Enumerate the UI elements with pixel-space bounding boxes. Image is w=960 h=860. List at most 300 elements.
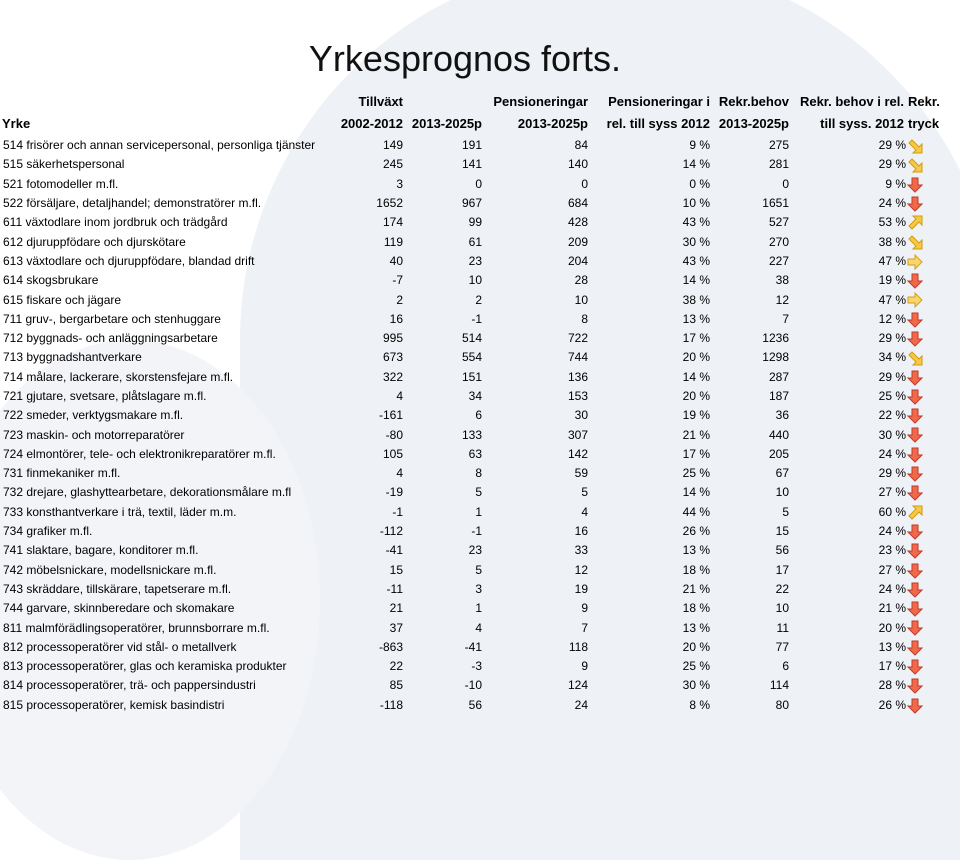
recruitment-need-cell: 527 xyxy=(768,215,789,230)
retirements-rel-cell: 43 % xyxy=(682,253,710,268)
growth-2002-2012-cell: 4 xyxy=(396,389,403,403)
recruitment-need-cell: 22 xyxy=(775,581,789,596)
retirements-rel-cell: 13 % xyxy=(682,543,710,558)
pressure-indicator-cell xyxy=(906,445,960,464)
recruitment-need-cell: 281 xyxy=(768,157,789,172)
occupation-cell: 722 smeder, verktygsmakare m.fl. xyxy=(3,408,184,423)
header-tryck-1: Rekr. xyxy=(908,94,940,109)
recruitment-need-cell: 36 xyxy=(775,408,789,423)
table-row xyxy=(0,252,960,271)
pressure-indicator-cell xyxy=(906,580,960,599)
retirements-rel-cell: 21 % xyxy=(682,427,710,442)
growth-2013-2025-cell: 141 xyxy=(461,157,482,172)
occupation-cell: 815 processoperatörer, kemisk basindistri xyxy=(3,697,225,712)
recruitment-need-rel-cell: 29 % xyxy=(878,331,906,346)
header-pension-abs-1: Pensioneringar xyxy=(493,94,588,109)
growth-2013-2025-cell: 191 xyxy=(461,138,482,153)
retirements-rel-cell: 20 % xyxy=(682,350,710,365)
arrow-down-right-icon xyxy=(907,157,923,171)
occupation-cell: 742 möbelsnickare, modellsnickare m.fl. xyxy=(3,562,217,577)
recruitment-need-rel-cell: 9 % xyxy=(885,176,906,191)
arrow-down-icon xyxy=(907,408,923,422)
recruitment-need-cell: 7 xyxy=(782,311,789,326)
growth-2013-2025-cell: 6 xyxy=(475,408,482,423)
growth-2002-2012-cell: 15 xyxy=(389,562,403,577)
header-row-top xyxy=(0,92,960,114)
header-rekr-rel-2: till syss. 2012 xyxy=(820,116,904,131)
growth-2013-2025-cell: 61 xyxy=(468,234,482,249)
occupation-cell: 734 grafiker m.fl. xyxy=(3,524,93,539)
retirements-cell: 153 xyxy=(567,389,588,403)
retirements-cell: 142 xyxy=(567,446,588,461)
growth-2002-2012-cell: 149 xyxy=(382,138,403,153)
retirements-rel-cell: 13 % xyxy=(682,620,710,635)
retirements-cell: 9 xyxy=(581,659,588,674)
table-row xyxy=(0,368,960,387)
retirements-cell: 12 xyxy=(574,562,588,577)
growth-2013-2025-cell: -1 xyxy=(471,524,482,539)
growth-2002-2012-cell: -11 xyxy=(386,581,403,596)
occupation-cell: 614 skogsbrukare xyxy=(3,273,99,288)
recruitment-need-cell: 1298 xyxy=(762,350,789,365)
arrow-down-icon xyxy=(907,177,923,191)
recruitment-need-rel-cell: 25 % xyxy=(878,389,906,403)
table-row xyxy=(0,271,960,290)
recruitment-need-cell: 5 xyxy=(782,504,789,519)
header-pension-rel-1: Pensioneringar i xyxy=(608,94,710,109)
pressure-indicator-cell xyxy=(906,599,960,618)
growth-2002-2012-cell: -863 xyxy=(378,639,403,654)
recruitment-need-rel-cell: 29 % xyxy=(878,466,906,481)
retirements-cell: 19 xyxy=(574,581,588,596)
recruitment-need-rel-cell: 28 % xyxy=(878,678,906,693)
retirements-rel-cell: 14 % xyxy=(682,485,710,500)
retirements-rel-cell: 8 % xyxy=(689,697,710,712)
growth-2013-2025-cell: 8 xyxy=(475,466,482,481)
occupation-cell: 522 försäljare, detaljhandel; demonstratörer m.fl. xyxy=(3,196,262,211)
recruitment-need-rel-cell: 13 % xyxy=(878,639,906,654)
occupation-cell: 613 växtodlare och djuruppfödare, blandad drift xyxy=(3,253,255,268)
recruitment-need-rel-cell: 53 % xyxy=(878,215,906,230)
retirements-cell: 118 xyxy=(568,639,588,654)
arrow-up-right-icon xyxy=(907,505,923,519)
table-row xyxy=(0,348,960,367)
retirements-cell: 8 xyxy=(581,311,588,326)
recruitment-need-cell: 67 xyxy=(775,466,789,481)
recruitment-need-rel-cell: 12 % xyxy=(878,311,906,326)
occupation-cell: 724 elmontörer, tele- och elektronikreparatörer m.fl. xyxy=(3,446,276,461)
pressure-indicator-cell xyxy=(906,696,960,715)
header-yrke: Yrke xyxy=(2,116,31,131)
retirements-rel-cell: 14 % xyxy=(682,157,710,172)
recruitment-need-cell: 287 xyxy=(768,369,789,384)
recruitment-need-cell: 275 xyxy=(768,138,789,153)
forecast-table xyxy=(0,92,960,715)
recruitment-need-rel-cell: 23 % xyxy=(878,543,906,558)
pressure-indicator-cell xyxy=(906,387,960,406)
recruitment-need-cell: 10 xyxy=(775,485,789,500)
recruitment-need-rel-cell: 47 % xyxy=(878,292,906,307)
pressure-indicator-cell xyxy=(906,175,960,194)
table-row xyxy=(0,194,960,213)
recruitment-need-cell: 205 xyxy=(768,446,789,461)
arrow-down-icon xyxy=(907,273,923,287)
table-row xyxy=(0,445,960,464)
occupation-cell: 733 konsthantverkare i trä, textil, läder m.m. xyxy=(3,504,237,519)
table-row xyxy=(0,329,960,348)
recruitment-need-rel-cell: 27 % xyxy=(878,562,906,577)
table-row xyxy=(0,618,960,637)
retirements-rel-cell: 44 % xyxy=(682,504,710,519)
growth-2002-2012-cell: 105 xyxy=(382,446,403,461)
growth-2013-2025-cell: 133 xyxy=(461,427,482,442)
header-row-bottom xyxy=(0,114,960,136)
retirements-cell: 204 xyxy=(567,253,588,268)
retirements-cell: 684 xyxy=(567,196,588,211)
header-rekr-1: Rekr.behov xyxy=(718,94,789,109)
retirements-cell: 33 xyxy=(574,543,588,558)
growth-2013-2025-cell: 99 xyxy=(468,215,482,230)
recruitment-need-cell: 10 xyxy=(775,601,789,616)
pressure-indicator-cell xyxy=(906,541,960,560)
pressure-indicator-cell xyxy=(906,136,960,155)
pressure-indicator-cell xyxy=(906,368,960,387)
table-row xyxy=(0,406,960,425)
arrow-down-icon xyxy=(907,543,923,557)
growth-2013-2025-cell: 1 xyxy=(475,504,482,519)
arrow-down-icon xyxy=(907,659,923,673)
growth-2002-2012-cell: -161 xyxy=(378,408,403,423)
pressure-indicator-cell xyxy=(906,676,960,695)
recruitment-need-cell: 38 xyxy=(775,273,789,288)
arrow-down-icon xyxy=(907,331,923,345)
table-row xyxy=(0,175,960,194)
occupation-cell: 515 säkerhetspersonal xyxy=(3,157,125,172)
retirements-rel-cell: 17 % xyxy=(682,446,710,461)
retirements-rel-cell: 20 % xyxy=(682,389,710,403)
arrow-down-icon xyxy=(907,485,923,499)
retirements-rel-cell: 20 % xyxy=(682,639,710,654)
retirements-cell: 140 xyxy=(567,157,588,172)
recruitment-need-rel-cell: 21 % xyxy=(878,601,906,616)
pressure-indicator-cell xyxy=(906,232,960,251)
retirements-cell: 24 xyxy=(574,697,588,712)
occupation-cell: 744 garvare, skinnberedare och skomakare xyxy=(3,601,235,616)
table-row xyxy=(0,213,960,232)
growth-2002-2012-cell: 119 xyxy=(383,234,403,249)
arrow-down-right-icon xyxy=(907,235,923,249)
recruitment-need-rel-cell: 29 % xyxy=(878,157,906,172)
occupation-cell: 713 byggnadshantverkare xyxy=(3,350,142,365)
arrow-up-right-icon xyxy=(907,215,923,229)
table-row xyxy=(0,425,960,444)
retirements-rel-cell: 18 % xyxy=(682,562,710,577)
retirements-rel-cell: 43 % xyxy=(682,215,710,230)
retirements-cell: 124 xyxy=(567,678,588,693)
retirements-cell: 307 xyxy=(567,427,588,442)
growth-2002-2012-cell: 85 xyxy=(389,678,403,693)
recruitment-need-cell: 11 xyxy=(776,620,789,635)
pressure-indicator-cell xyxy=(906,290,960,309)
arrow-down-icon xyxy=(907,678,923,692)
growth-2002-2012-cell: 22 xyxy=(389,659,403,674)
pressure-indicator-cell xyxy=(906,155,960,174)
growth-2013-2025-cell: -41 xyxy=(464,639,482,654)
recruitment-need-rel-cell: 47 % xyxy=(878,253,906,268)
recruitment-need-cell: 440 xyxy=(768,427,789,442)
pressure-indicator-cell xyxy=(906,194,960,213)
growth-2013-2025-cell: 967 xyxy=(461,196,482,211)
growth-2002-2012-cell: 1652 xyxy=(376,196,403,211)
recruitment-need-cell: 1236 xyxy=(762,331,789,346)
recruitment-need-cell: 56 xyxy=(775,543,789,558)
pressure-indicator-cell xyxy=(906,618,960,637)
occupation-cell: 521 fotomodeller m.fl. xyxy=(3,176,119,191)
table-row xyxy=(0,136,960,155)
arrow-down-icon xyxy=(907,389,923,403)
pressure-indicator-cell xyxy=(906,425,960,444)
pressure-indicator-cell xyxy=(906,310,960,329)
occupation-cell: 813 processoperatörer, glas och keramiska produkter xyxy=(3,659,287,674)
occupation-cell: 712 byggnads- och anläggningsarbetare xyxy=(3,331,218,346)
occupation-cell: 732 drejare, glashyttearbetare, dekorationsmålare m.fl xyxy=(3,485,292,500)
occupation-cell: 812 processoperatörer vid stål- o metallverk xyxy=(3,639,237,654)
recruitment-need-rel-cell: 27 % xyxy=(878,485,906,500)
retirements-cell: 16 xyxy=(574,524,588,539)
growth-2013-2025-cell: 23 xyxy=(468,253,482,268)
growth-2013-2025-cell: -3 xyxy=(471,659,482,674)
arrow-right-icon xyxy=(907,254,923,268)
retirements-cell: 136 xyxy=(567,369,588,384)
retirements-rel-cell: 25 % xyxy=(682,659,710,674)
table-row xyxy=(0,290,960,309)
table-row xyxy=(0,599,960,618)
retirements-cell: 0 xyxy=(581,176,588,191)
table-row xyxy=(0,387,960,406)
growth-2013-2025-cell: 56 xyxy=(468,697,482,712)
retirements-cell: 4 xyxy=(581,504,588,519)
retirements-rel-cell: 14 % xyxy=(682,369,710,384)
table-row xyxy=(0,561,960,580)
retirements-rel-cell: 14 % xyxy=(682,273,710,288)
retirements-rel-cell: 0 % xyxy=(689,176,710,191)
growth-2002-2012-cell: 673 xyxy=(382,350,403,365)
arrow-down-icon xyxy=(907,370,923,384)
header-rekr-2: 2013-2025p xyxy=(718,116,789,131)
recruitment-need-rel-cell: 26 % xyxy=(878,697,906,712)
table-row xyxy=(0,676,960,695)
pressure-indicator-cell xyxy=(906,503,960,522)
recruitment-need-rel-cell: 20 % xyxy=(878,620,906,635)
growth-2013-2025-cell: 63 xyxy=(468,446,482,461)
recruitment-need-cell: 15 xyxy=(775,524,789,539)
arrow-down-icon xyxy=(907,601,923,615)
recruitment-need-cell: 187 xyxy=(768,389,789,403)
occupation-cell: 711 gruv-, bergarbetare och stenhuggare xyxy=(3,311,221,326)
header-tillvaxt-1: 2002-2012 xyxy=(340,116,403,131)
table-row xyxy=(0,580,960,599)
growth-2002-2012-cell: 2 xyxy=(396,292,403,307)
recruitment-need-cell: 80 xyxy=(775,697,789,712)
growth-2013-2025-cell: 151 xyxy=(461,369,482,384)
growth-2002-2012-cell: -118 xyxy=(379,697,403,712)
arrow-down-icon xyxy=(907,312,923,326)
arrow-down-icon xyxy=(907,582,923,596)
growth-2013-2025-cell: 23 xyxy=(468,543,482,558)
growth-2013-2025-cell: -10 xyxy=(464,678,482,693)
recruitment-need-rel-cell: 29 % xyxy=(878,369,906,384)
growth-2002-2012-cell: 40 xyxy=(389,253,403,268)
occupation-cell: 731 finmekaniker m.fl. xyxy=(3,466,121,481)
growth-2013-2025-cell: 2 xyxy=(475,292,482,307)
table-row xyxy=(0,638,960,657)
retirements-cell: 28 xyxy=(574,273,588,288)
occupation-cell: 723 maskin- och motorreparatörer xyxy=(3,427,185,442)
occupation-cell: 743 skräddare, tillskärare, tapetserare m.fl. xyxy=(3,581,232,596)
occupation-cell: 811 malmförädlingsoperatörer, brunnsborrare m.fl. xyxy=(3,620,270,635)
header-tryck-2: tryck xyxy=(908,116,940,131)
recruitment-need-cell: 1651 xyxy=(762,196,789,211)
pressure-indicator-cell xyxy=(906,638,960,657)
retirements-cell: 84 xyxy=(574,138,588,153)
arrow-down-icon xyxy=(907,447,923,461)
growth-2002-2012-cell: -80 xyxy=(385,427,403,442)
growth-2002-2012-cell: 245 xyxy=(382,157,403,172)
retirements-cell: 209 xyxy=(567,234,588,249)
occupation-cell: 741 slaktare, bagare, konditorer m.fl. xyxy=(3,543,199,558)
growth-2013-2025-cell: -1 xyxy=(471,311,482,326)
retirements-rel-cell: 25 % xyxy=(682,466,710,481)
occupation-cell: 612 djuruppfödare och djurskötare xyxy=(3,234,186,249)
arrow-down-right-icon xyxy=(907,138,923,152)
arrow-down-icon xyxy=(907,640,923,654)
recruitment-need-cell: 227 xyxy=(768,253,789,268)
recruitment-need-cell: 114 xyxy=(769,678,789,693)
arrow-down-icon xyxy=(907,524,923,538)
retirements-cell: 30 xyxy=(574,408,588,423)
growth-2002-2012-cell: 37 xyxy=(389,620,403,635)
table-row xyxy=(0,464,960,483)
header-pension-rel-2: rel. till syss 2012 xyxy=(606,116,710,131)
header-tillvaxt-2: 2013-2025p xyxy=(411,116,482,131)
growth-2013-2025-cell: 5 xyxy=(475,485,482,500)
growth-2002-2012-cell: 4 xyxy=(396,466,403,481)
growth-2013-2025-cell: 0 xyxy=(475,176,482,191)
retirements-rel-cell: 13 % xyxy=(682,311,710,326)
growth-2002-2012-cell: -41 xyxy=(385,543,403,558)
growth-2013-2025-cell: 3 xyxy=(475,581,482,596)
retirements-cell: 744 xyxy=(567,350,588,365)
recruitment-need-rel-cell: 30 % xyxy=(878,427,906,442)
recruitment-need-rel-cell: 24 % xyxy=(878,196,906,211)
arrow-right-icon xyxy=(907,293,923,307)
growth-2002-2012-cell: 21 xyxy=(389,601,403,616)
growth-2002-2012-cell: -1 xyxy=(392,504,403,519)
occupation-cell: 611 växtodlare inom jordbruk och trädgård xyxy=(3,215,228,230)
header-pension-abs-2: 2013-2025p xyxy=(517,116,588,131)
growth-2002-2012-cell: 322 xyxy=(382,369,403,384)
arrow-down-right-icon xyxy=(907,350,923,364)
pressure-indicator-cell xyxy=(906,483,960,502)
pressure-indicator-cell xyxy=(906,329,960,348)
recruitment-need-rel-cell: 29 % xyxy=(878,138,906,153)
retirements-rel-cell: 21 % xyxy=(682,581,710,596)
pressure-indicator-cell xyxy=(906,213,960,232)
retirements-rel-cell: 26 % xyxy=(682,524,710,539)
growth-2013-2025-cell: 10 xyxy=(468,273,482,288)
retirements-cell: 9 xyxy=(581,601,588,616)
table-row xyxy=(0,310,960,329)
growth-2013-2025-cell: 34 xyxy=(468,389,482,403)
retirements-rel-cell: 30 % xyxy=(682,678,710,693)
retirements-cell: 7 xyxy=(581,620,588,635)
growth-2002-2012-cell: 3 xyxy=(396,176,403,191)
pressure-indicator-cell xyxy=(906,657,960,676)
table-row xyxy=(0,503,960,522)
recruitment-need-rel-cell: 60 % xyxy=(878,504,906,519)
retirements-rel-cell: 19 % xyxy=(682,408,710,423)
growth-2013-2025-cell: 4 xyxy=(475,620,482,635)
recruitment-need-rel-cell: 24 % xyxy=(878,524,906,539)
retirements-rel-cell: 18 % xyxy=(682,601,710,616)
occupation-cell: 514 frisörer och annan servicepersonal, personliga tjänster xyxy=(3,138,316,153)
arrow-down-icon xyxy=(907,466,923,480)
occupation-cell: 714 målare, lackerare, skorstensfejare m.fl. xyxy=(3,369,234,384)
pressure-indicator-cell xyxy=(906,464,960,483)
growth-2013-2025-cell: 1 xyxy=(475,601,482,616)
retirements-cell: 10 xyxy=(574,292,588,307)
table-row xyxy=(0,541,960,560)
occupation-cell: 615 fiskare och jägare xyxy=(3,292,122,307)
table-row xyxy=(0,232,960,251)
arrow-down-icon xyxy=(907,428,923,442)
retirements-cell: 59 xyxy=(574,466,588,481)
recruitment-need-cell: 6 xyxy=(782,659,789,674)
recruitment-need-cell: 270 xyxy=(768,234,789,249)
growth-2013-2025-cell: 554 xyxy=(461,350,482,365)
arrow-down-icon xyxy=(907,621,923,635)
recruitment-need-rel-cell: 24 % xyxy=(878,581,906,596)
arrow-down-icon xyxy=(907,698,923,712)
arrow-down-icon xyxy=(907,563,923,577)
recruitment-need-cell: 17 xyxy=(775,562,789,577)
retirements-rel-cell: 17 % xyxy=(682,331,710,346)
recruitment-need-rel-cell: 19 % xyxy=(878,273,906,288)
retirements-rel-cell: 9 % xyxy=(689,138,710,153)
retirements-cell: 428 xyxy=(567,215,588,230)
growth-2002-2012-cell: -7 xyxy=(392,273,403,288)
table-body xyxy=(0,136,960,715)
growth-2002-2012-cell: 995 xyxy=(382,331,403,346)
header-rekr-rel-1: Rekr. behov i rel. xyxy=(799,94,904,109)
recruitment-need-rel-cell: 38 % xyxy=(878,234,906,249)
growth-2002-2012-cell: 16 xyxy=(389,311,403,326)
pressure-indicator-cell xyxy=(906,348,960,367)
pressure-indicator-cell xyxy=(906,406,960,425)
retirements-cell: 722 xyxy=(567,331,588,346)
recruitment-need-rel-cell: 22 % xyxy=(878,408,906,423)
table-row xyxy=(0,522,960,541)
growth-2013-2025-cell: 5 xyxy=(475,562,482,577)
retirements-rel-cell: 30 % xyxy=(682,234,710,249)
occupation-cell: 721 gjutare, svetsare, plåtslagare m.fl. xyxy=(3,389,207,403)
retirements-rel-cell: 10 % xyxy=(682,196,710,211)
recruitment-need-rel-cell: 34 % xyxy=(878,350,906,365)
recruitment-need-cell: 12 xyxy=(775,292,789,307)
occupation-cell: 814 processoperatörer, trä- och pappersindustri xyxy=(3,678,256,693)
pressure-indicator-cell xyxy=(906,522,960,541)
header-tillvaxt: Tillväxt xyxy=(358,94,403,109)
